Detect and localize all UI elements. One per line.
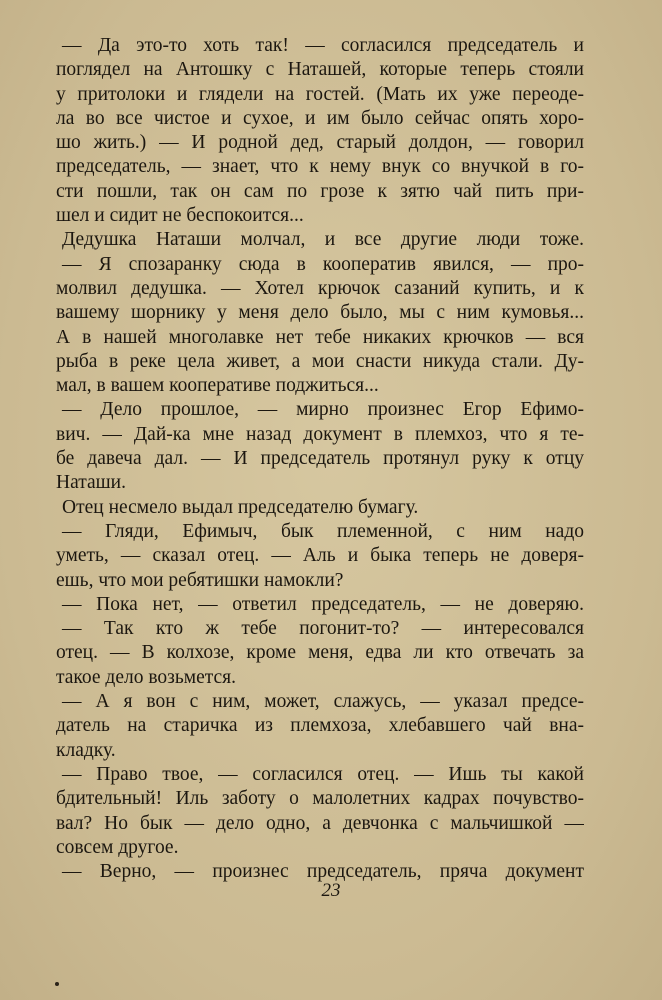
text-line: — Я спозаранку сюда в кооператив явился, — про- xyxy=(62,253,584,275)
text-line: мал, в вашем кооперативе поджиться... xyxy=(56,375,379,397)
text-line: Наташи. xyxy=(56,472,126,494)
text-line: совсем другое. xyxy=(56,836,179,858)
text-line: кладку. xyxy=(56,739,116,761)
text-line: — Так кто ж тебе погонит-то? — интересовался xyxy=(62,618,584,640)
ink-speck xyxy=(55,982,59,986)
text-line: вал? Но бык — дело одно, а девчонка с мальчишкой — xyxy=(56,812,584,834)
text-line: ла во все чистое и сухое, и им было сейчас опять хоро- xyxy=(56,107,584,129)
text-line: шел и сидит не беспокоится... xyxy=(56,205,304,227)
text-line: — Дело прошлое, — мирно произнес Егор Ефимо- xyxy=(62,399,584,421)
text-line: такое дело возьмется. xyxy=(56,666,237,688)
text-line: датель на старичка из племхоза, хлебавшего чай вна- xyxy=(56,715,584,737)
text-line: бе давеча дал. — И председатель протянул руку к отцу xyxy=(56,448,584,470)
text-line: — Гляди, Ефимыч, бык племенной, с ним надо xyxy=(62,520,584,542)
text-line: Отец несмело выдал председателю бумагу. xyxy=(62,496,419,518)
text-line: — А я вон с ним, может, слажусь, — указал предсе- xyxy=(62,691,584,713)
text-line: шо жить.) — И родной дед, старый долдон, — говорил xyxy=(56,132,584,154)
text-line: ешь, что мои ребятишки намокли? xyxy=(56,569,344,591)
text-line: А в нашей многолавке нет тебе никаких крючков — вся xyxy=(56,326,584,348)
text-line: рыба в реке цела живет, а мои снасти никуда стали. Ду- xyxy=(56,350,584,372)
text-line: — Право твое, — согласился отец. — Ишь ты какой xyxy=(62,763,584,785)
text-line: председатель, — знает, что к нему внук со внучкой в го- xyxy=(56,156,584,178)
text-line: уметь, — сказал отец. — Аль и быка теперь не доверя- xyxy=(56,545,584,567)
text-line: молвил дедушка. — Хотел крючок сазаний купить, и к xyxy=(56,277,584,299)
text-line: отец. — В колхозе, кроме меня, едва ли кто отвечать за xyxy=(56,642,584,664)
text-line: вич. — Дай-ка мне назад документ в племхоз, что я те- xyxy=(56,423,584,445)
body-text xyxy=(56,34,584,884)
page-number: 23 xyxy=(321,880,341,901)
text-line: — Верно, — произнес председатель, пряча документ xyxy=(62,861,584,883)
text-line: — Пока нет, — ответил председатель, — не доверяю. xyxy=(62,593,584,615)
text-line: вашему шорнику у меня дело было, мы с ним кумовья... xyxy=(56,302,584,324)
text-line: Дедушка Наташи молчал, и все другие люди тоже. xyxy=(62,229,584,251)
text-line: сти пошли, так он сам по грозе к зятю чай пить при- xyxy=(56,180,584,202)
text-line: — Да это-то хоть так! — согласился председатель и xyxy=(62,35,584,56)
text-line: у притолоки и глядели на гостей. (Мать их уже переоде- xyxy=(56,83,584,105)
text-line: бдительный! Иль заботу о малолетних кадрах почувство- xyxy=(56,788,584,810)
text-line: поглядел на Антошку с Наташей, которые теперь стояли xyxy=(56,59,584,81)
